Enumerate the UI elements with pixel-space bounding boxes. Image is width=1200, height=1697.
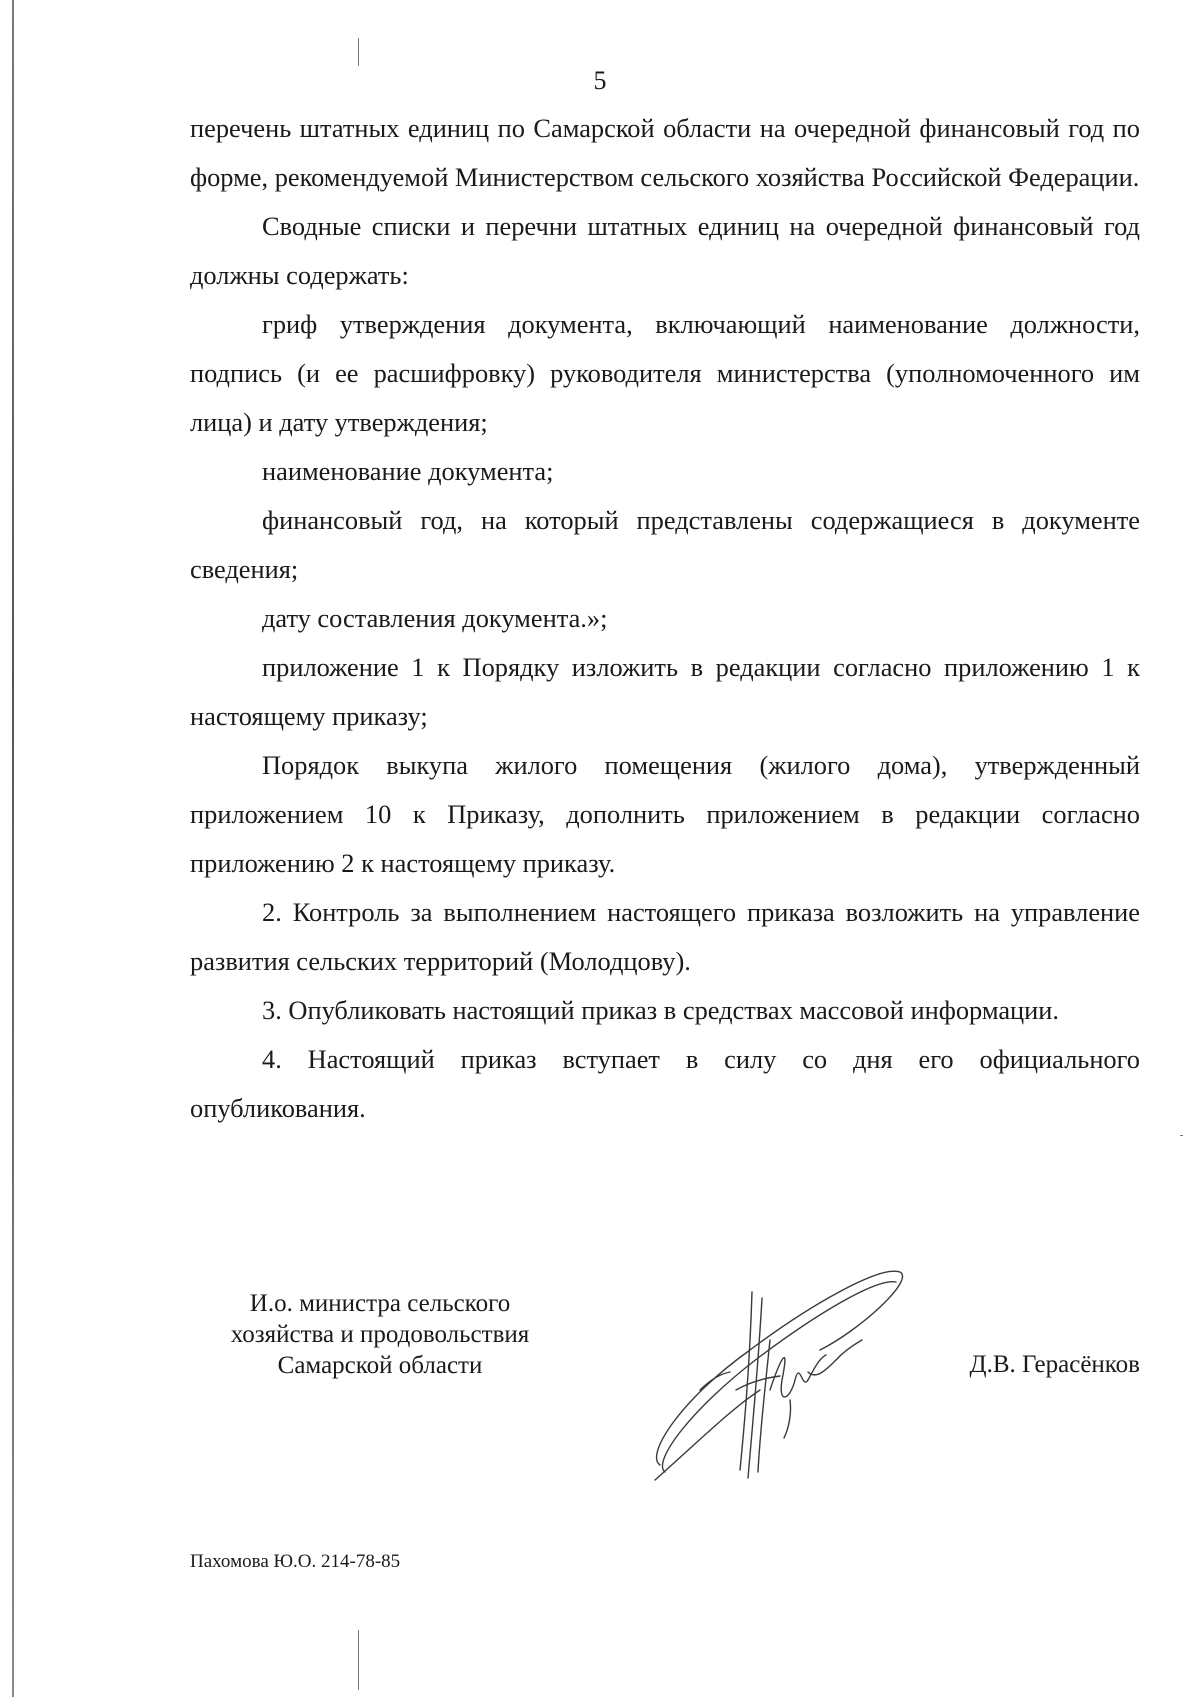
signatory-name: Д.В. Герасёнков xyxy=(969,1351,1140,1378)
page-number: 5 xyxy=(593,66,607,95)
signatory-position xyxy=(190,1288,570,1381)
signatory-position-line: И.о. министра сельского xyxy=(249,1290,511,1317)
handwritten-signature xyxy=(640,1240,920,1490)
document-body xyxy=(190,104,1140,1133)
body-paragraph: 4. Настоящий приказ вступает в силу со дня его официального опубликования. xyxy=(190,1044,1140,1123)
body-paragraph: 2. Контроль за выполнением настоящего приказа возложить на управление развития сельских территорий (Молодцову). xyxy=(190,897,1140,976)
body-paragraph: гриф утверждения документа, включающий наименование должности, подпись (и ее расшифровку) руководителя министерства (уполномоченного им лица) и дату утверждения; xyxy=(190,309,1140,437)
body-paragraph: Порядок выкупа жилого помещения (жилого дома), утвержденный приложением 10 к Приказу, дополнить приложением в редакции согласно приложению 2 к настоящему приказу. xyxy=(190,750,1140,878)
body-paragraph: дату составления документа.»; xyxy=(262,603,608,633)
body-paragraph: Сводные списки и перечни штатных единиц на очередной финансовый год должны содержать: xyxy=(190,211,1140,290)
scan-artifact xyxy=(358,38,359,66)
body-paragraph: перечень штатных единиц по Самарской области на очередной финансовый год по форме, рекомендуемой Министерством сельского хозяйства Российской Федерации. xyxy=(190,113,1140,192)
body-paragraph: 3. Опубликовать настоящий приказ в средствах массовой информации. xyxy=(262,995,1060,1025)
body-paragraph: наименование документа; xyxy=(262,456,554,486)
executor-contact: Пахомова Ю.О. 214-78-85 xyxy=(190,1551,401,1572)
body-paragraph: финансовый год, на который представлены содержащиеся в документе сведения; xyxy=(190,505,1140,584)
signatory-position-line: хозяйства и продовольствия xyxy=(230,1321,530,1348)
scan-artifact xyxy=(1180,1135,1183,1136)
scan-artifact xyxy=(358,1630,359,1690)
signatory-position-line: Самарской области xyxy=(277,1352,483,1379)
body-paragraph: приложение 1 к Порядку изложить в редакции согласно приложению 1 к настоящему приказу; xyxy=(190,652,1140,731)
scan-edge-line xyxy=(12,0,14,1697)
